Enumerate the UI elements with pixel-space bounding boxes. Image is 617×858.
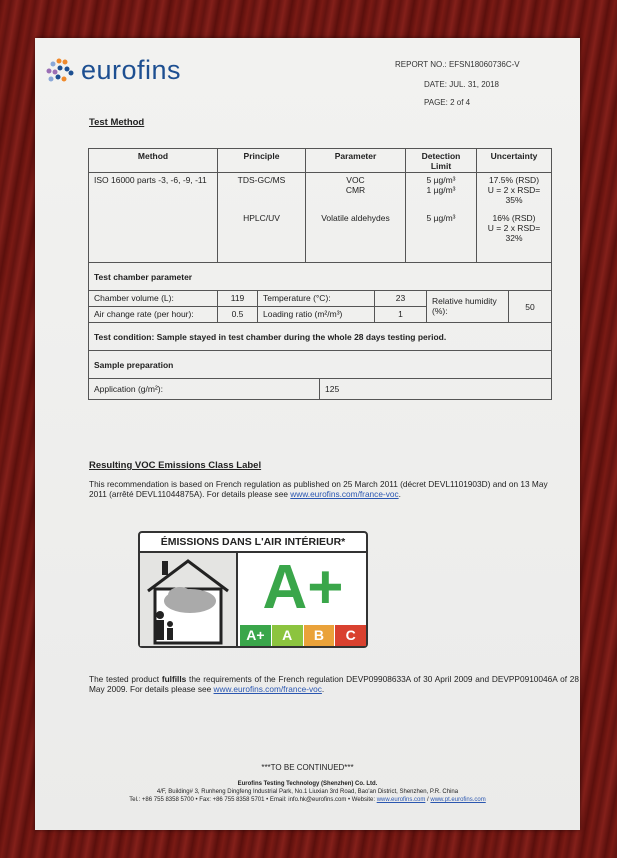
report-page: eurofins REPORT NO.: EFSN18060736C-V DATE: JUL. 31, 2018 PAGE: 2 of 4 Test Method Method Principle Parameter Detection Limit Uncertainty ISO 16000 parts -3, -6, -9, -11 TDS-GC/MS HPLC/UV VOC CMR Volatile aldehydes 5 µg/m³ 1 µg/m³ 5 µg/m³ 17.5% (RSD) U = 2 x RSD= 35% 16% (RSD) U = 2 x RSD= 32% Test chamber parameter Chamber volume (L): 119 Temperature (°C): 23 Air change rate (per hour): 0.5 Loading ratio (m²/m³) 1 Relative humidity (%): 50 Test condition: Sample stayed in test chamber during the whole 28 days testing period. Sample preparation Application (g/m²): 125 Resulting VOC Emissions Class Label This recommendation is based on French regulation as published on 25 March 2011 (décret DEVL1101903D) and on 13 May 2011 (arrêté DEVL11044875A). For details please see www.eurofins.com/france-voc. ÉMISSIONS DANS L'AIR INTÉRIEUR* A+ A+ A B C The tested product fulfills the requirements of the French regulation DEVP09908633A of 30 April 2009 and DEVPP0910046A of 28 May 2009. For details please see www.eurofins.com/france-voc. ***TO BE CONTINUED*** Eurofins Testing Technology (Shenzhen) Co. Ltd. 4/F, Building# 3, Runheng Dingfeng Industrial Park, No.1 Liuxian 3rd Road, Bao'an District, Shenzhen, P.R. China Tel.: +86 755 8358 5700 • Fax: +86 755 8358 5701 • Email: info.hk@eurofins.com • Website: www.eurofins.com / www.pt.eurofins.com (35, 38, 580, 830)
france-voc-link[interactable]: www.eurofins.com/france-voc (290, 489, 399, 499)
grade-scale (240, 625, 366, 646)
report-date: DATE: JUL. 31, 2018 (424, 80, 499, 89)
method-cell: ISO 16000 parts -3, -6, -9, -11 (89, 173, 218, 263)
grade-a-plus: A+ (240, 625, 271, 646)
grade-display: A+ (262, 553, 344, 622)
grade-a: A (272, 625, 303, 646)
france-voc-link-2[interactable]: www.eurofins.com/france-voc (213, 684, 322, 694)
voc-intro: This recommendation is based on French regulation as published on 25 March 2011 (décret DEVL1101903D) and on 13 May 2011 (arrêté DEVL11044875A). For details please see www.eurofins.com/france-voc. (89, 479, 548, 499)
grade-c: C (335, 625, 366, 646)
logo-dots-icon (45, 58, 75, 84)
pt-website-link[interactable]: www.pt.eurofins.com (430, 797, 486, 803)
report-number: REPORT NO.: EFSN18060736C-V (395, 60, 520, 69)
test-method-heading: Test Method (89, 117, 145, 128)
house-icon (140, 553, 238, 646)
voc-result: The tested product fulfills the requirements of the French regulation DEVP09908633A of 30 April 2009 and DEVPP0910046A of 28 May 2009. For details please see www.eurofins.com/france-voc. (89, 674, 579, 694)
emissions-class-label: ÉMISSIONS DANS L'AIR INTÉRIEUR* A+ A+ A B C (138, 531, 368, 648)
website-link[interactable]: www.eurofins.com (376, 797, 426, 803)
page-number: PAGE: 2 of 4 (424, 98, 471, 107)
test-condition: Test condition: Sample stayed in test chamber during the whole 28 days testing period. (89, 323, 551, 351)
voc-heading: Resulting VOC Emissions Class Label (89, 460, 262, 471)
test-method-table: Method Principle Parameter Detection Limit Uncertainty ISO 16000 parts -3, -6, -9, -11 TDS-GC/MS HPLC/UV VOC CMR Volatile aldehydes 5 µg/m³ 1 µg/m³ 5 µg/m³ 17.5% (RSD) U = 2 x RSD= 35% 16% (RSD) U = 2 x RSD= 32% Test chamber parameter Chamber volume (L): 119 Temperature (°C): 23 Air change rate (per hour): 0.5 Loading ratio (m²/m³) 1 Relative humidity (%): 50 Test condition: Sample stayed in test chamber during the whole 28 days testing period. Sample preparation Application (g/m²): 125 (88, 148, 552, 400)
eurofins-logo: eurofins (45, 55, 181, 86)
grade-b: B (304, 625, 335, 646)
